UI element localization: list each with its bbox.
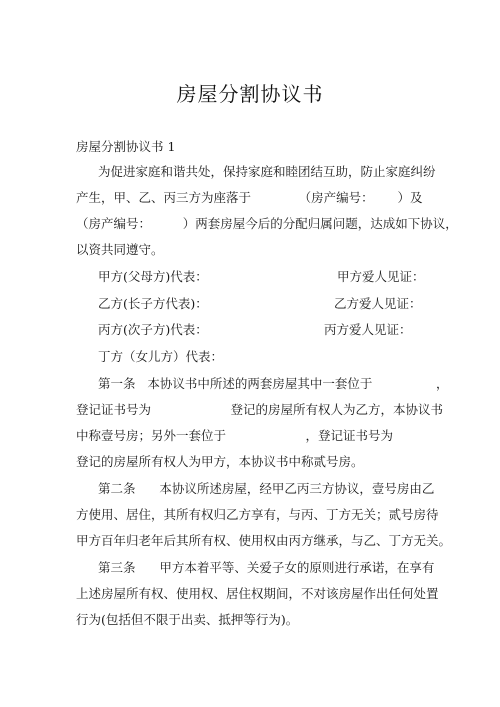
article2-line-1: 第二条 本协议所述房屋，经甲乙丙三方协议，壹号房由乙 — [98, 481, 435, 496]
intro-line-4: 以资共同遵守。 — [76, 242, 164, 257]
article1-line-1: 第一条 本协议书中所述的两套房屋其中一套位于 ， — [98, 376, 449, 391]
article2-line-2: 方使用、居住，其所有权归乙方享有，与丙、丁方无关；贰号房待 — [76, 507, 439, 522]
intro-line-1: 为促进家庭和谐共处，保持家庭和睦团结互助，防止家庭纠纷 — [98, 164, 436, 179]
article1-line-2: 登记证书号为 登记的房屋所有权人为乙方，本协议书 — [76, 402, 443, 417]
party-jia-spouse: 甲方爱人见证： — [337, 269, 425, 284]
article2-line-3: 甲方百年归老年后其所有权、使用权由丙方继承，与乙、丁方无关。 — [76, 533, 452, 548]
article1-line-3: 中称壹号房；另外一套位于 ，登记证书号为 — [76, 428, 393, 443]
article3-line-1: 第三条 甲方本着平等、关爱子女的原则进行承诺，在享有 — [98, 560, 435, 575]
intro-line-2: 产生，甲、乙、丙三方为座落于 （房产编号： ）及 — [76, 190, 423, 205]
party-yi-spouse: 乙方爱人见证： — [334, 296, 422, 311]
article3-line-3: 行为(包括但不限于出卖、抵押等行为)。 — [76, 612, 299, 627]
party-jia: 甲方(父母方)代表： — [98, 269, 208, 284]
party-yi: 乙方(长子方代表)： — [98, 296, 208, 311]
document-title: 房屋分割协议书 — [176, 82, 324, 106]
subtitle: 房屋分割协议书 1 — [76, 139, 176, 154]
party-ding: 丁方（女儿方）代表： — [98, 349, 224, 364]
article3-line-2: 上述房屋所有权、使用权、居住权期间，不对该房屋作出任何处置 — [76, 586, 439, 601]
party-bing: 丙方(次子方)代表： — [98, 322, 208, 337]
article1-line-4: 登记的房屋所有权人为甲方，本协议书中称贰号房。 — [76, 454, 364, 469]
intro-line-3: （房产编号： ）两套房屋今后的分配归属问题，达成如下协议， — [76, 216, 458, 231]
party-bing-spouse: 丙方爱人见证： — [324, 322, 412, 337]
